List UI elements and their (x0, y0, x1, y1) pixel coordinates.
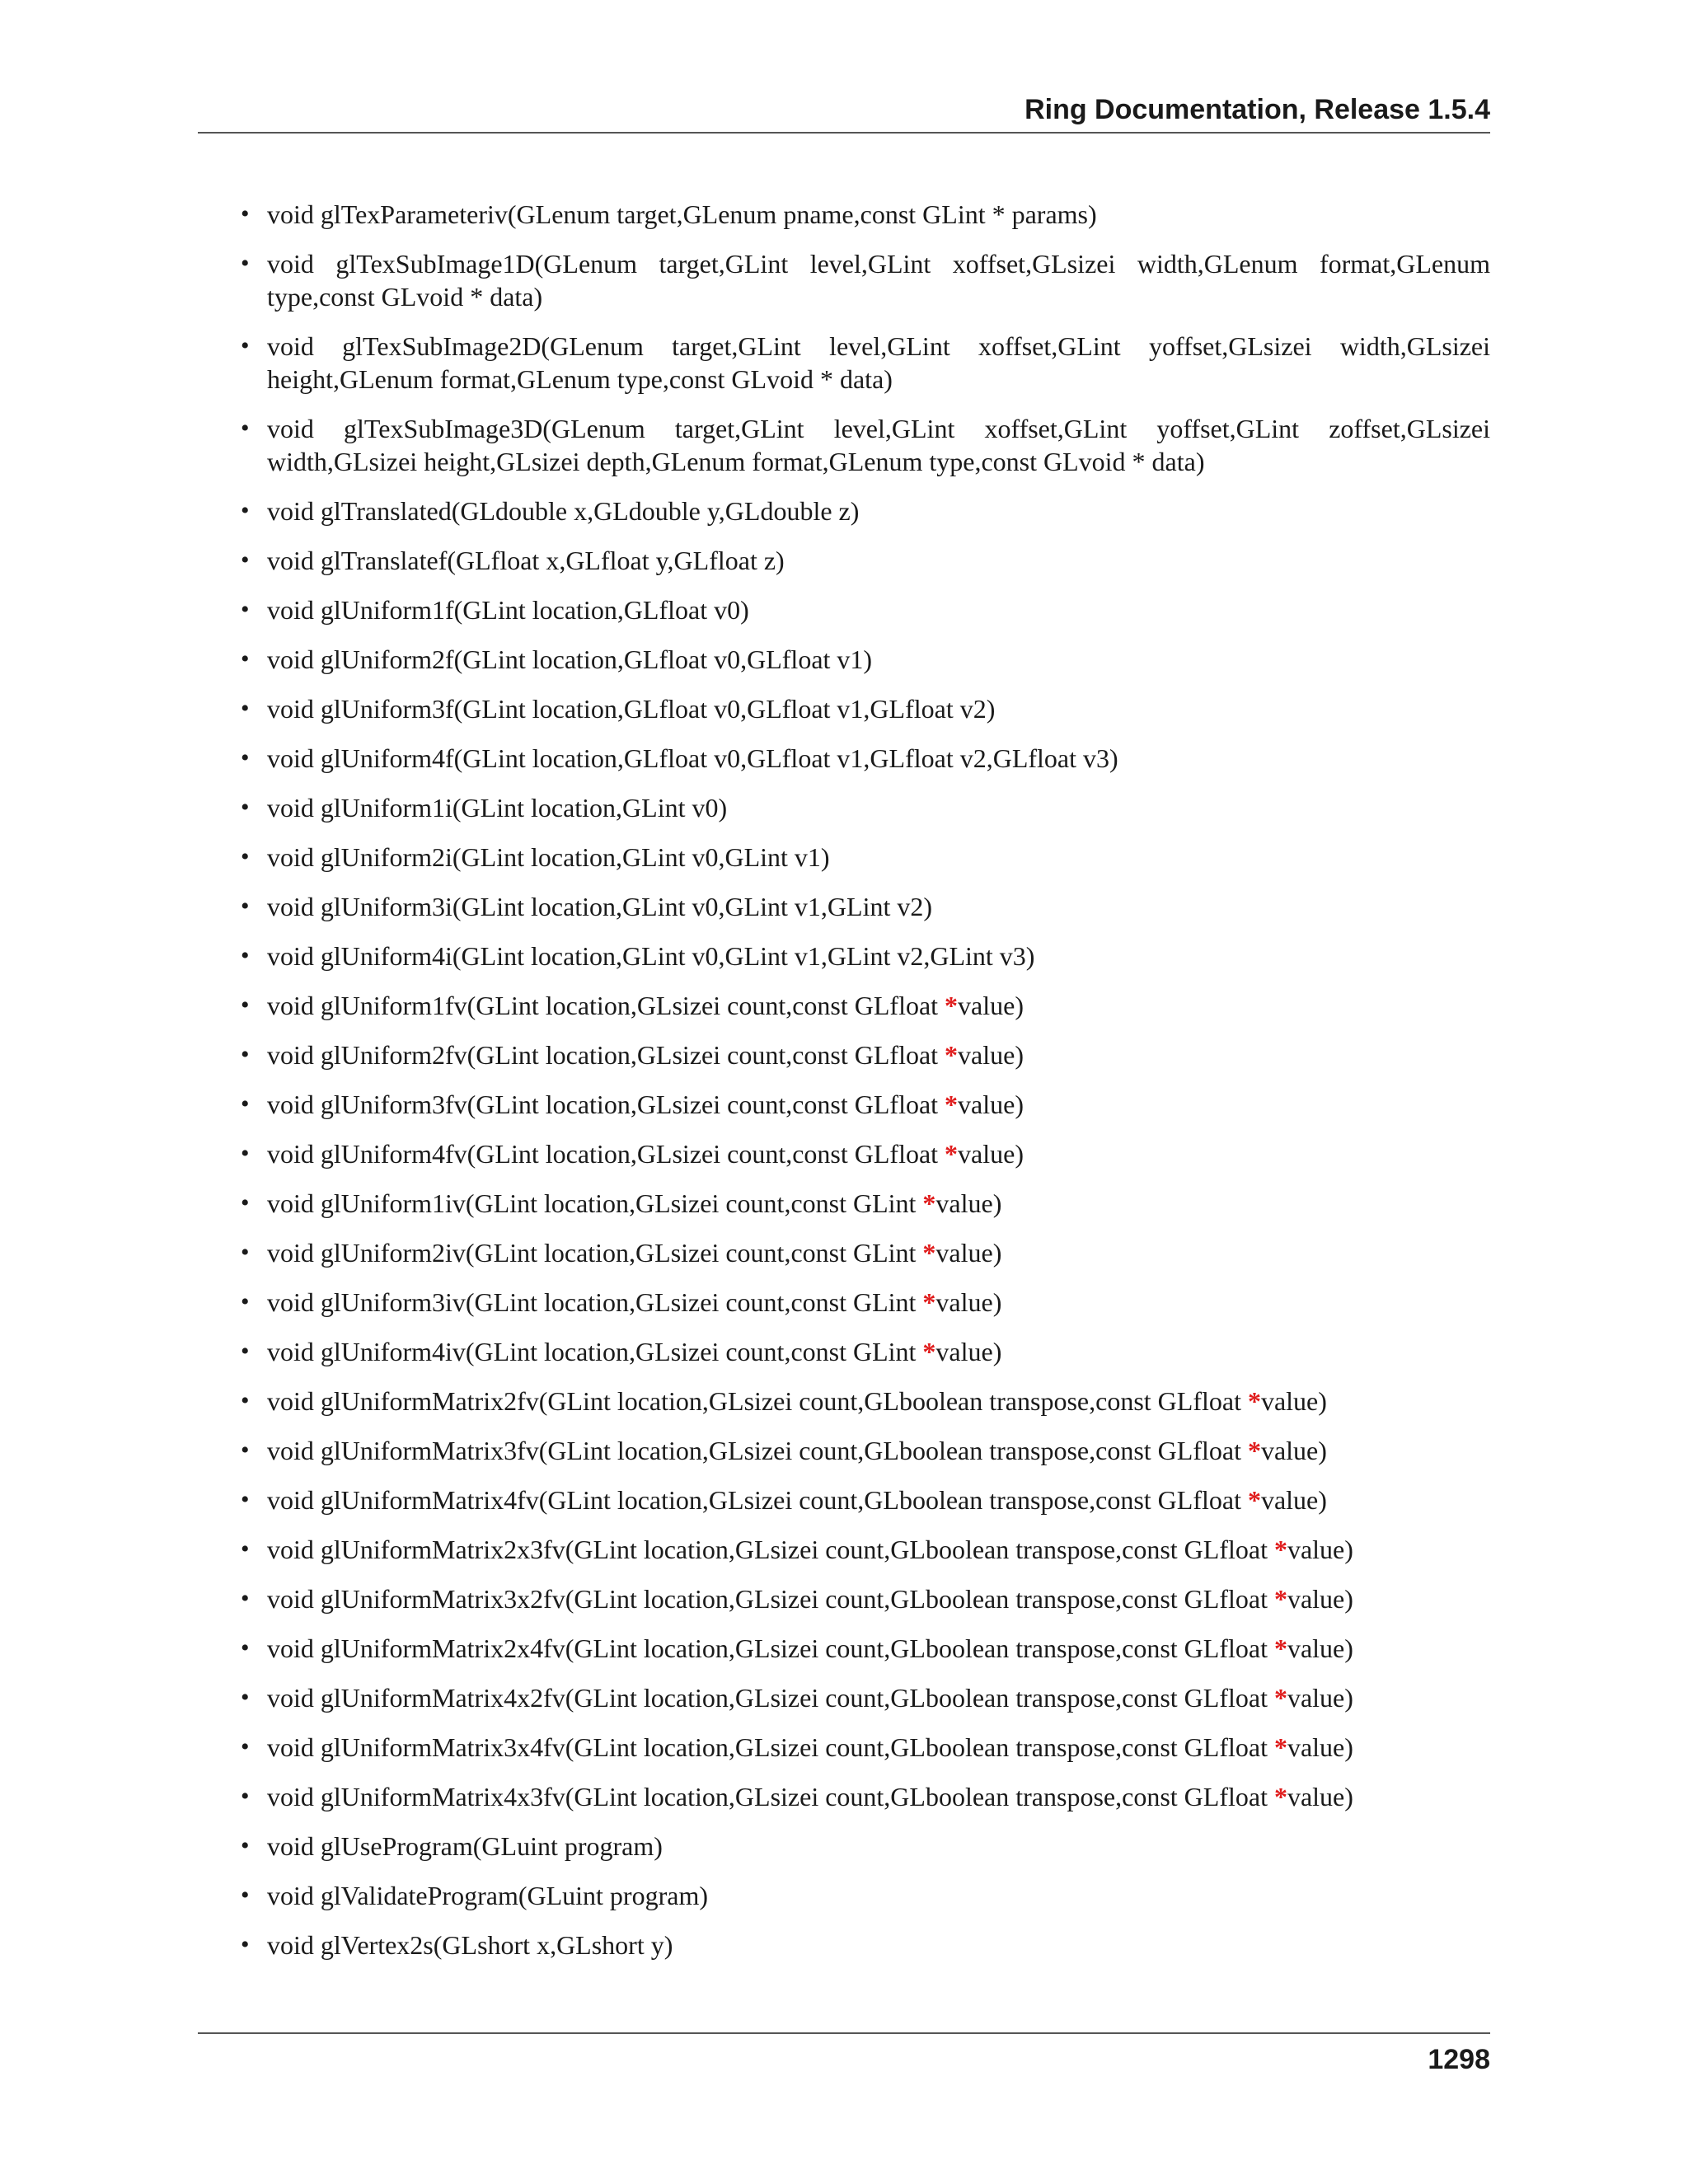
function-signature: void glUniform3fv(GLint location,GLsizei count,const GLfloat (267, 1090, 945, 1119)
function-signature-end: value) (1260, 1436, 1327, 1465)
function-signature: void glTexSubImage1D(GLenum target,GLint level,GLint xoffset,GLsizei width,GLenum format,GLenum type,const GLvoid * data) (267, 249, 1490, 312)
bullet-icon: • (241, 695, 250, 722)
function-signature-end: value) (935, 1337, 1002, 1366)
function-signature: void glUniformMatrix3x2fv(GLint location,GLsizei count,GLboolean transpose,const GLfloat (267, 1584, 1274, 1614)
bullet-icon: • (241, 991, 250, 1019)
bullet-icon: • (241, 942, 250, 969)
bullet-icon: • (241, 1239, 250, 1266)
pointer-asterisk: * (1273, 1584, 1287, 1614)
function-list-item (239, 692, 1490, 725)
function-signature: void glUniformMatrix2x3fv(GLint location,GLsizei count,GLboolean transpose,const GLfloat (267, 1535, 1274, 1564)
pointer-asterisk: * (1273, 1782, 1287, 1811)
function-signature: void glUniformMatrix4x2fv(GLint location,GLsizei count,GLboolean transpose,const GLfloat (267, 1683, 1274, 1713)
pointer-asterisk: * (922, 1337, 936, 1366)
function-signature-end: value) (935, 1287, 1002, 1317)
page-number: 1298 (1428, 2044, 1490, 2075)
bullet-icon: • (241, 1535, 250, 1563)
pointer-asterisk: * (1273, 1732, 1287, 1762)
bullet-icon: • (241, 596, 250, 623)
pointer-asterisk: * (945, 991, 959, 1020)
function-list-item (239, 1088, 1490, 1121)
function-signature: void glUniform2f(GLint location,GLfloat v0,GLfloat v1) (267, 644, 873, 674)
function-signature: void glUniform4f(GLint location,GLfloat v0,GLfloat v1,GLfloat v2,GLfloat v3) (267, 743, 1118, 773)
bullet-icon: • (241, 250, 250, 277)
function-signature: void glUniform1f(GLint location,GLfloat v0) (267, 595, 749, 625)
bullet-icon: • (241, 1338, 250, 1365)
function-list-item (239, 330, 1490, 396)
bullet-icon: • (241, 1486, 250, 1513)
function-list-item (239, 1681, 1490, 1714)
bullet-icon: • (241, 1931, 250, 1958)
bullet-icon: • (241, 1189, 250, 1216)
function-list-item (239, 989, 1490, 1022)
pointer-asterisk: * (922, 1188, 936, 1218)
function-list-item (239, 1879, 1490, 1912)
function-signature-end: value) (958, 1040, 1024, 1070)
bullet-icon: • (241, 1090, 250, 1118)
function-signature: void glUniformMatrix3fv(GLint location,GLsizei count,GLboolean transpose,const GLfloat (267, 1436, 1248, 1465)
function-list-item (239, 1929, 1490, 1961)
function-signature: void glUniformMatrix3x4fv(GLint location,GLsizei count,GLboolean transpose,const GLfloat (267, 1732, 1274, 1762)
function-list-item (239, 1582, 1490, 1615)
bullet-icon: • (241, 546, 250, 574)
function-list-item (239, 791, 1490, 824)
function-signature-end: value) (1287, 1584, 1353, 1614)
bullet-icon: • (241, 415, 250, 442)
function-list-item (239, 247, 1490, 313)
bullet-icon: • (241, 497, 250, 524)
function-signature: void glValidateProgram(GLuint program) (267, 1881, 708, 1910)
pointer-asterisk: * (1247, 1436, 1261, 1465)
bullet-icon: • (241, 843, 250, 870)
bullet-icon: • (241, 1585, 250, 1612)
function-list-item (239, 1187, 1490, 1220)
function-signature: void glUniform4i(GLint location,GLint v0,GLint v1,GLint v2,GLint v3) (267, 941, 1035, 971)
function-list-section (239, 198, 1490, 1978)
function-signature: void glUniform2iv(GLint location,GLsizei count,const GLint (267, 1238, 923, 1268)
pointer-asterisk: * (1247, 1386, 1261, 1416)
bullet-icon: • (241, 200, 250, 227)
bullet-icon: • (241, 1783, 250, 1810)
function-signature-end: value) (1287, 1535, 1353, 1564)
function-list-item (239, 1731, 1490, 1764)
function-signature-end: value) (935, 1188, 1002, 1218)
function-list-item (239, 544, 1490, 577)
function-signature: void glUniform1i(GLint location,GLint v0) (267, 793, 728, 823)
function-list (239, 198, 1490, 1961)
function-list-item (239, 1335, 1490, 1368)
function-list-item (239, 940, 1490, 972)
bullet-icon: • (241, 1140, 250, 1167)
function-signature-end: value) (1287, 1732, 1353, 1762)
bullet-icon: • (241, 794, 250, 821)
function-signature-end: value) (1260, 1386, 1327, 1416)
function-list-item (239, 890, 1490, 923)
function-signature-end: value) (958, 991, 1024, 1020)
function-signature: void glTexParameteriv(GLenum target,GLenum pname,const GLint * params) (267, 199, 1097, 229)
function-list-item (239, 412, 1490, 478)
function-signature-end: value) (958, 1139, 1024, 1169)
function-signature-end: value) (1260, 1485, 1327, 1515)
function-list-item (239, 1236, 1490, 1269)
pointer-asterisk: * (1247, 1485, 1261, 1515)
function-list-item (239, 198, 1490, 231)
pointer-asterisk: * (945, 1139, 959, 1169)
function-signature: void glUniform2i(GLint location,GLint v0,GLint v1) (267, 842, 830, 872)
pointer-asterisk: * (922, 1287, 936, 1317)
document-title: Ring Documentation, Release 1.5.4 (1025, 94, 1490, 125)
bullet-icon: • (241, 744, 250, 771)
function-signature: void glUniform3iv(GLint location,GLsizei count,const GLint (267, 1287, 923, 1317)
bullet-icon: • (241, 332, 250, 359)
function-list-item (239, 494, 1490, 527)
function-signature: void glUniform1fv(GLint location,GLsizei count,const GLfloat (267, 991, 945, 1020)
function-signature: void glTexSubImage3D(GLenum target,GLint level,GLint xoffset,GLint yoffset,GLint zoffset,GLsizei width,GLsizei height,GLsizei depth,GLenum format,GLenum type,const GLvoid * data) (267, 414, 1490, 476)
function-signature: void glUniform3i(GLint location,GLint v0,GLint v1,GLint v2) (267, 892, 933, 921)
bullet-icon: • (241, 1387, 250, 1414)
pointer-asterisk: * (945, 1040, 959, 1070)
function-list-item (239, 1286, 1490, 1319)
function-signature-end: value) (935, 1238, 1002, 1268)
function-signature: void glUniformMatrix4fv(GLint location,GLsizei count,GLboolean transpose,const GLfloat (267, 1485, 1248, 1515)
function-signature-end: value) (958, 1090, 1024, 1119)
function-signature: void glUniform1iv(GLint location,GLsizei count,const GLint (267, 1188, 923, 1218)
pointer-asterisk: * (922, 1238, 936, 1268)
page-footer (198, 2032, 1490, 2075)
function-signature: void glVertex2s(GLshort x,GLshort y) (267, 1930, 673, 1960)
function-list-item (239, 1632, 1490, 1665)
pointer-asterisk: * (1273, 1633, 1287, 1663)
function-list-item (239, 1385, 1490, 1418)
bullet-icon: • (241, 1041, 250, 1068)
pointer-asterisk: * (1273, 1535, 1287, 1564)
function-signature: void glUniform4iv(GLint location,GLsizei count,const GLint (267, 1337, 923, 1366)
function-list-item (239, 643, 1490, 676)
function-signature: void glUseProgram(GLuint program) (267, 1831, 663, 1861)
function-list-item (239, 1533, 1490, 1566)
function-signature: void glUniformMatrix2fv(GLint location,GLsizei count,GLboolean transpose,const GLfloat (267, 1386, 1248, 1416)
bullet-icon: • (241, 1733, 250, 1760)
function-list-item (239, 593, 1490, 626)
pointer-asterisk: * (1273, 1683, 1287, 1713)
pointer-asterisk: * (945, 1090, 959, 1119)
page-header (198, 91, 1490, 134)
bullet-icon: • (241, 1288, 250, 1315)
bullet-icon: • (241, 1684, 250, 1711)
function-list-item (239, 841, 1490, 874)
function-list-item (239, 1780, 1490, 1813)
function-signature: void glUniform4fv(GLint location,GLsizei count,const GLfloat (267, 1139, 945, 1169)
function-list-item (239, 1137, 1490, 1170)
function-signature: void glUniformMatrix2x4fv(GLint location,GLsizei count,GLboolean transpose,const GLfloat (267, 1633, 1274, 1663)
function-list-item (239, 742, 1490, 775)
bullet-icon: • (241, 645, 250, 673)
bullet-icon: • (241, 1832, 250, 1859)
bullet-icon: • (241, 1882, 250, 1909)
function-signature: void glTranslated(GLdouble x,GLdouble y,GLdouble z) (267, 496, 860, 526)
bullet-icon: • (241, 1634, 250, 1661)
function-list-item (239, 1483, 1490, 1516)
function-signature: void glUniformMatrix4x3fv(GLint location,GLsizei count,GLboolean transpose,const GLfloat (267, 1782, 1274, 1811)
function-list-item (239, 1830, 1490, 1863)
function-signature: void glUniform2fv(GLint location,GLsizei count,const GLfloat (267, 1040, 945, 1070)
bullet-icon: • (241, 893, 250, 920)
function-signature-end: value) (1287, 1782, 1353, 1811)
bullet-icon: • (241, 1436, 250, 1464)
function-signature: void glUniform3f(GLint location,GLfloat v0,GLfloat v1,GLfloat v2) (267, 694, 996, 724)
function-list-item (239, 1038, 1490, 1071)
function-list-item (239, 1434, 1490, 1467)
function-signature: void glTranslatef(GLfloat x,GLfloat y,GLfloat z) (267, 546, 785, 575)
function-signature-end: value) (1287, 1633, 1353, 1663)
function-signature: void glTexSubImage2D(GLenum target,GLint level,GLint xoffset,GLint yoffset,GLsizei width,GLsizei height,GLenum format,GLenum type,const GLvoid * data) (267, 331, 1490, 394)
function-signature-end: value) (1287, 1683, 1353, 1713)
